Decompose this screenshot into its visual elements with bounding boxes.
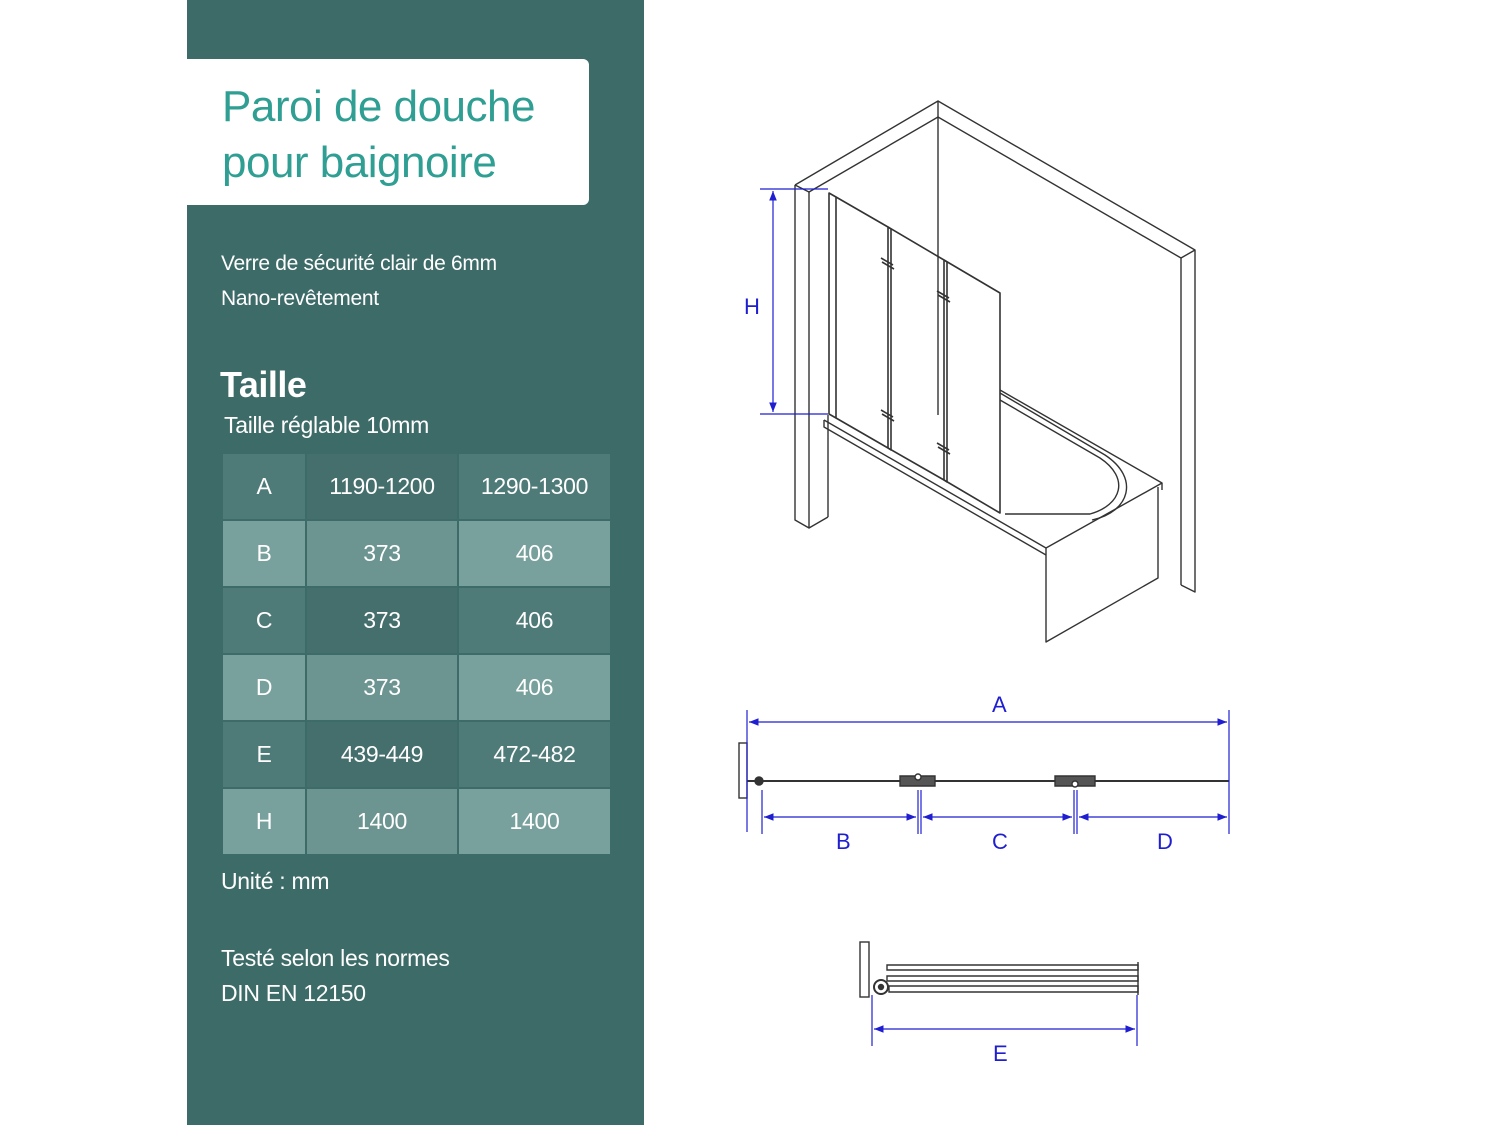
table-cell: 1290-1300 bbox=[459, 454, 610, 519]
title-line-1: Paroi de douche bbox=[222, 82, 535, 131]
bathtub bbox=[824, 390, 1162, 642]
table-cell: 373 bbox=[307, 521, 457, 586]
table-cell: 1400 bbox=[459, 789, 610, 854]
table-cell: 406 bbox=[459, 655, 610, 720]
size-subheading: Taille réglable 10mm bbox=[224, 412, 429, 438]
dim-label-c: C bbox=[992, 829, 1008, 854]
table-cell: 1190-1200 bbox=[307, 454, 457, 519]
table-cell: D bbox=[223, 655, 305, 720]
dim-label-e: E bbox=[993, 1041, 1008, 1066]
table-cell: 1400 bbox=[307, 789, 457, 854]
feature-coating: Nano-revêtement bbox=[221, 287, 379, 310]
table-cell: E bbox=[223, 722, 305, 787]
table-cell: H bbox=[223, 789, 305, 854]
table-cell: 373 bbox=[307, 588, 457, 653]
table-cell: 406 bbox=[459, 521, 610, 586]
table-cell: 373 bbox=[307, 655, 457, 720]
title-line-2: pour baignoire bbox=[222, 138, 497, 187]
isometric-view bbox=[760, 101, 1195, 642]
unit-label: Unité : mm bbox=[221, 868, 330, 894]
height-dimension bbox=[760, 189, 828, 414]
table-cell: 439-449 bbox=[307, 722, 457, 787]
table-cell: A bbox=[223, 454, 305, 519]
top-view-widths bbox=[739, 710, 1229, 834]
folding-screen bbox=[829, 193, 1000, 513]
table-cell: B bbox=[223, 521, 305, 586]
dim-label-d: D bbox=[1157, 829, 1173, 854]
table-cell: 472-482 bbox=[459, 722, 610, 787]
table-cell: C bbox=[223, 588, 305, 653]
feature-glass: Verre de sécurité clair de 6mm bbox=[221, 252, 497, 275]
size-heading: Taille bbox=[220, 364, 307, 405]
standard-line-1: Testé selon les normes bbox=[221, 945, 450, 971]
dim-label-a: A bbox=[992, 692, 1007, 717]
dim-label-h: H bbox=[744, 294, 760, 319]
dim-label-b: B bbox=[836, 829, 851, 854]
table-cell: 406 bbox=[459, 588, 610, 653]
standard-line-2: DIN EN 12150 bbox=[221, 980, 366, 1006]
folded-view bbox=[860, 942, 1138, 1046]
